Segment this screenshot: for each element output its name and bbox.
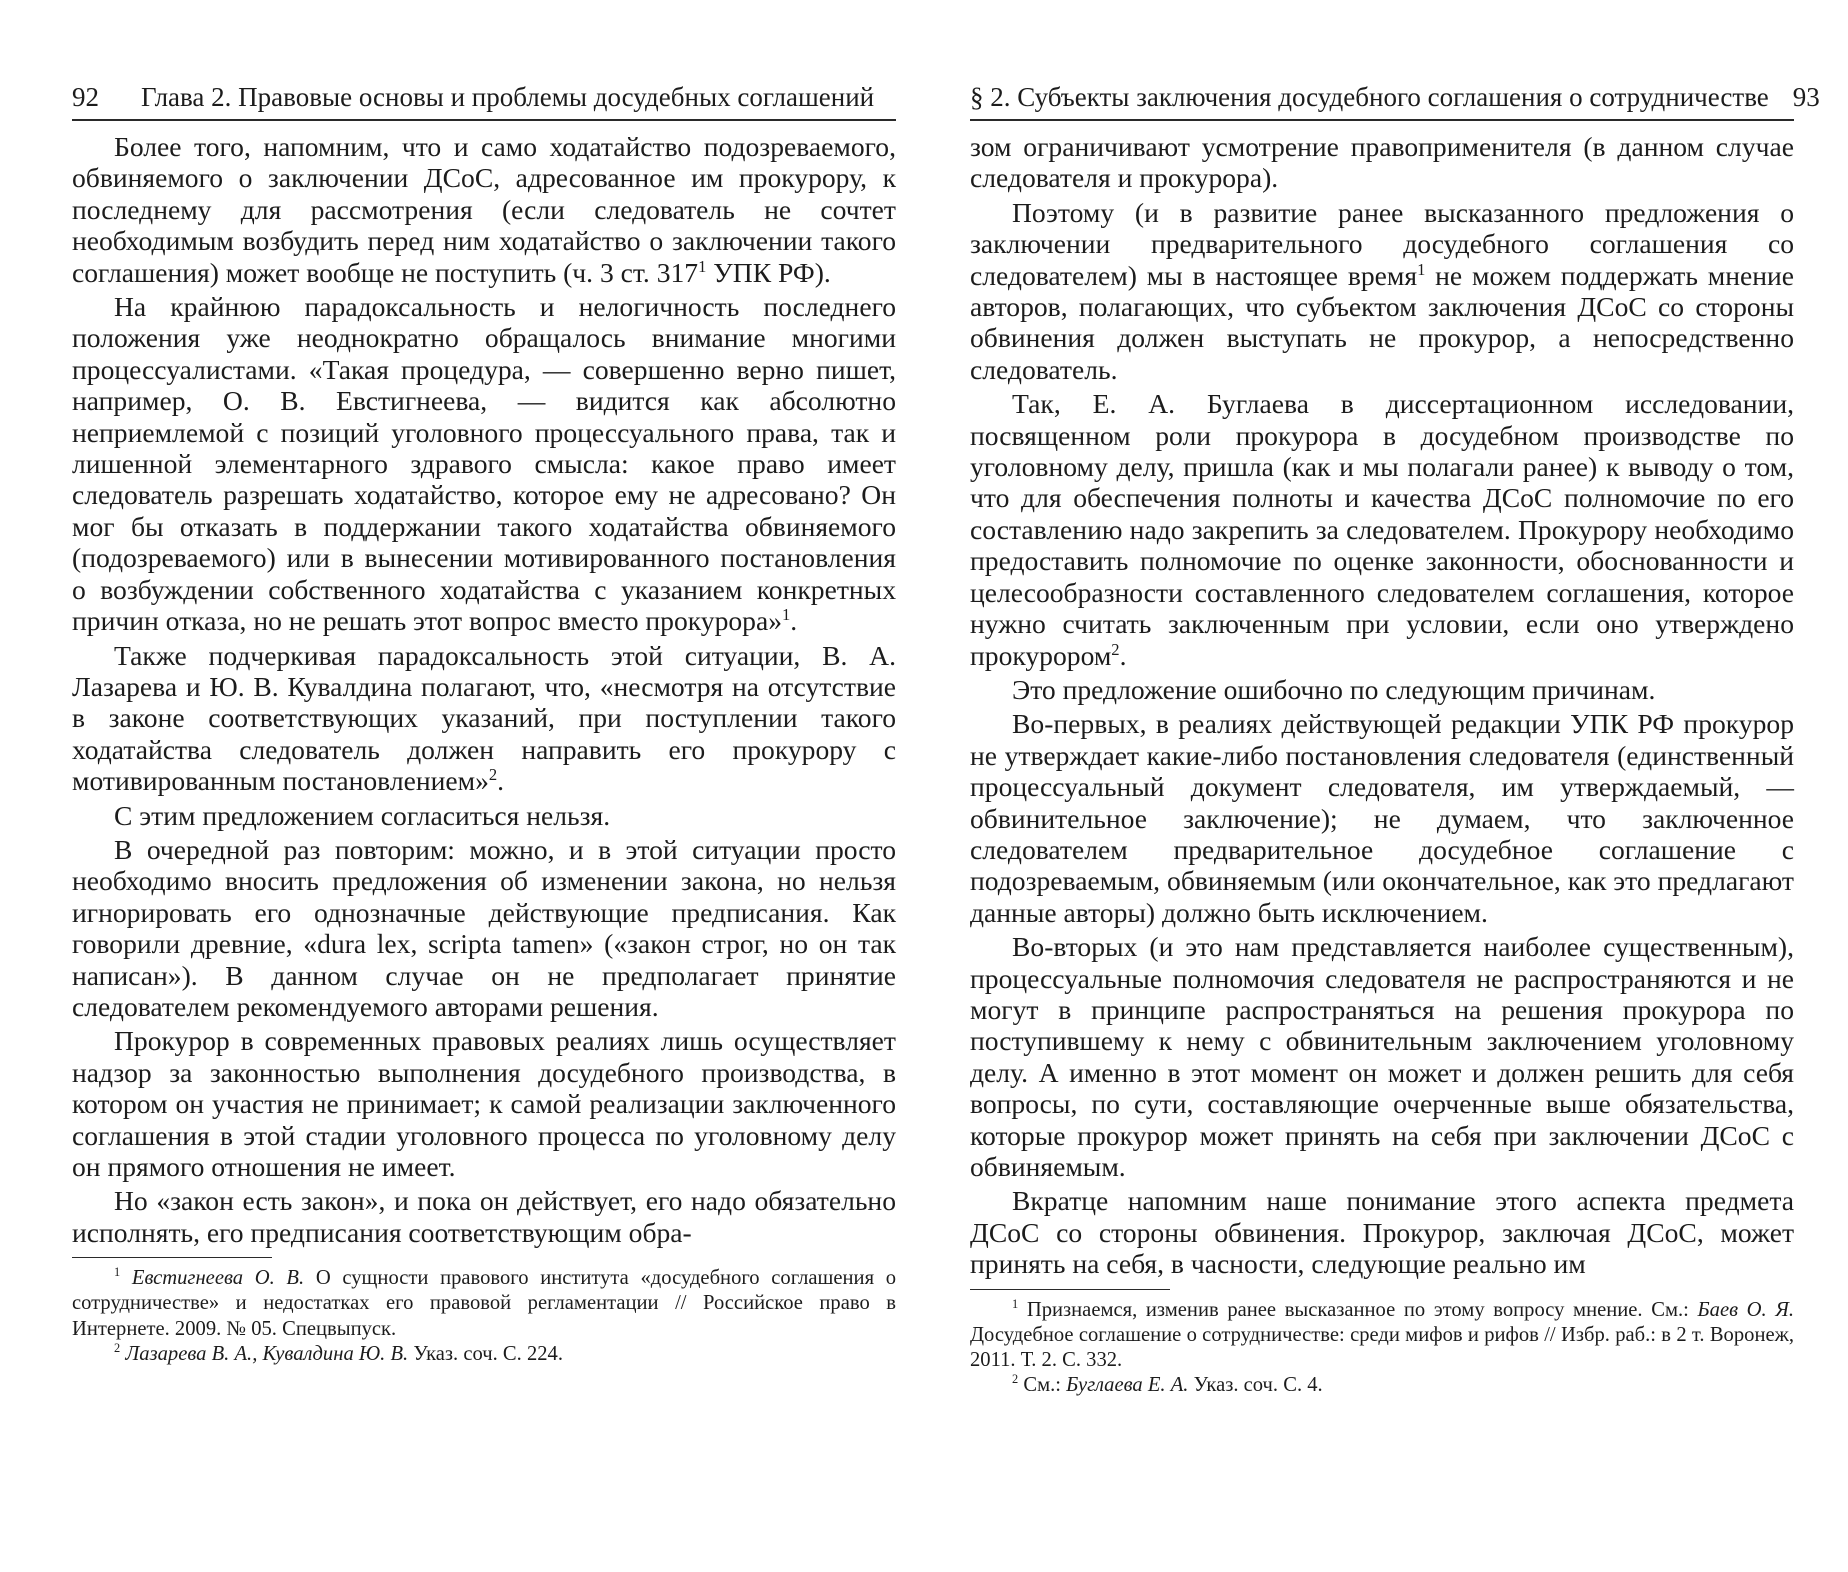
paragraph: Более того, напомним, что и само ходатайство подозреваемого, обвиняемого о заключении ДСоС, адресованное им прокурору, к последнему для рассмотрения (если следователь не сочтет необходимым возбудить перед ним ходатайство о заключении такого соглашения) может вообще не поступить (ч. 3 ст. $317^1$ УПК РФ).	[72, 131, 896, 288]
right-running-head: § 2. Субъекты заключения досудебного соглашения о сотрудничестве	[970, 82, 1769, 112]
right-footnotes	[970, 1298, 1794, 1399]
paragraph: Это предложение ошибочно по следующим причинам.	[1012, 673, 1656, 705]
footnote: $^1$ Евстигнеева О. В. О сущности правового института «досудебного соглашения о сотрудничестве» и недостатках его правовой регламентации // Российское право в Интернете. 2009. № 05. Спецвыпуск.	[72, 1265, 897, 1340]
right-page	[970, 80, 1820, 1398]
left-page-number: 92	[72, 82, 99, 112]
paragraph: Так, Е. А. Буглаева в диссертационном исследовании, посвященном роли прокурора в досудебном производстве по уголовному делу, пришла (как и мы полагали ранее) к выводу о том, что для обеспечения полноты и качества ДСоС полномочие по его составлению надо закрепить за следователем. Прокурору необходимо предоставить полномочие по оценке законности, обоснованности и целесообразности составленного следователем соглашения, которое нужно считать заключенным при условии, если оно утверждено прокурором$^2$.	[970, 388, 1794, 671]
left-footnotes	[72, 1266, 896, 1367]
left-body-text	[72, 131, 896, 1248]
right-body-text	[970, 131, 1794, 1280]
right-running-header	[970, 80, 1820, 121]
footnote: $^2$ См.: Буглаева Е. А. Указ. соч. С. 4.	[1012, 1372, 1323, 1397]
right-page-number: 93	[1792, 82, 1820, 112]
paragraph: Также подчеркивая парадоксальность этой ситуации, В. А. Лазарева и Ю. В. Кувалдина полагают, что, «несмотря на отсутствие в законе соответствующих указаний, при поступлении такого ходатайства следователь должен направить его прокурору с мотивированным постановлением»$^2$.	[72, 639, 896, 797]
paragraph: Во-вторых (и это нам представляется наиболее существенным), процессуальные полномочия следователя не распространяются и не могут в принципе распространяться на решения прокурора по поступившему к нему с обвинительным заключением уголовному делу. А именно в этот момент он может и должен решить для себя вопросы, по сути, составляющие очерченные выше обязательства, которые прокурор может принять на себя при заключении ДСоС с обвиняемым.	[970, 931, 1794, 1182]
paragraph: Поэтому (и в развитие ранее высказанного предложения о заключении предварительного досудебного соглашения со следователем) мы в настоящее время$^1$ не можем поддержать мнение авторов, полагающих, что субъектом заключения ДСоС со стороны обвинения должен выступать не прокурор, а непосредственно следователь.	[970, 196, 1794, 385]
left-running-header	[72, 80, 896, 121]
footnote: $^2$ Лазарева В. А., Кувалдина Ю. В. Указ. соч. С. 224.	[114, 1340, 563, 1365]
paragraph: С этим предложением согласиться нельзя.	[114, 799, 611, 831]
paragraph: В очередной раз повторим: можно, и в этой ситуации просто необходимо вносить предложения об изменении закона, но нельзя игнорировать его однозначные действующие предписания. Как говорили древние, «dura lex, scripta tamen» («закон строг, но он так написан»). В данном случае он не предполагает принятие следователем рекомендуемого авторами решения.	[72, 833, 896, 1022]
paragraph: зом ограничивают усмотрение правоприменителя (в данном случае следователя и прокурора).	[970, 131, 1794, 194]
footnote: $^1$ Признаемся, изменив ранее высказанное по этому вопросу мнение. См.: Баев О. Я. Досудебное соглашение о сотрудничестве: среди мифов и рифов // Избр. раб.: в 2 т. Воронеж, 2011. Т. 2. С. 332.	[970, 1296, 1794, 1372]
paragraph: Вкратце напомним наше понимание этого аспекта предмета ДСоС со стороны обвинения. Прокурор, заключая ДСоС, может принять на себя, в часности, следующие реально им	[970, 1185, 1794, 1280]
left-page	[72, 80, 896, 1367]
paragraph: Но «закон есть закон», и пока он действует, его надо обязательно исполнять, его предписания соответствующим обра-	[72, 1185, 896, 1248]
paragraph: Прокурор в современных правовых реалиях лишь осуществляет надзор за законностью выполнения досудебного производства, в котором он участия не принимает; к самой реализации заключенного соглашения в этой стадии уголовного процесса по уголовному делу он прямого отношения не имеет.	[72, 1025, 896, 1182]
paragraph: На крайнюю парадоксальность и нелогичность последнего положения уже неоднократно обращалось внимание многими процессуалистами. «Такая процедура, — совершенно верно пишет, например, О. В. Евстигнеева, — видится как абсолютно неприемлемой с позиций уголовного процессуального права, так и лишенной элементарного здравого смысла: какое право имеет следователь разрешать ходатайство, которое ему не адресовано? Он мог бы отказать в поддержании такого ходатайства обвиняемого (подозреваемого) или в вынесении мотивированного постановления о возбуждении собственного ходатайства с указанием конкретных причин отказа, но не решать этот вопрос вместо прокурора»$^1$.	[72, 291, 896, 637]
footnote-divider	[72, 1257, 272, 1258]
paragraph: Во-первых, в реалиях действующей редакции УПК РФ прокурор не утверждает какие-либо постановления следователя (единственный процессуальный документ следователя, им утверждаемый, — обвинительное заключение); не думаем, что заключенное следователем предварительное досудебное соглашение с подозреваемым, обвиняемым (или окончательное, как это предлагают данные авторы) должно быть исключением.	[970, 708, 1794, 928]
footnote-divider	[970, 1289, 1170, 1290]
left-running-head: Глава 2. Правовые основы и проблемы досудебных соглашений	[141, 82, 875, 112]
